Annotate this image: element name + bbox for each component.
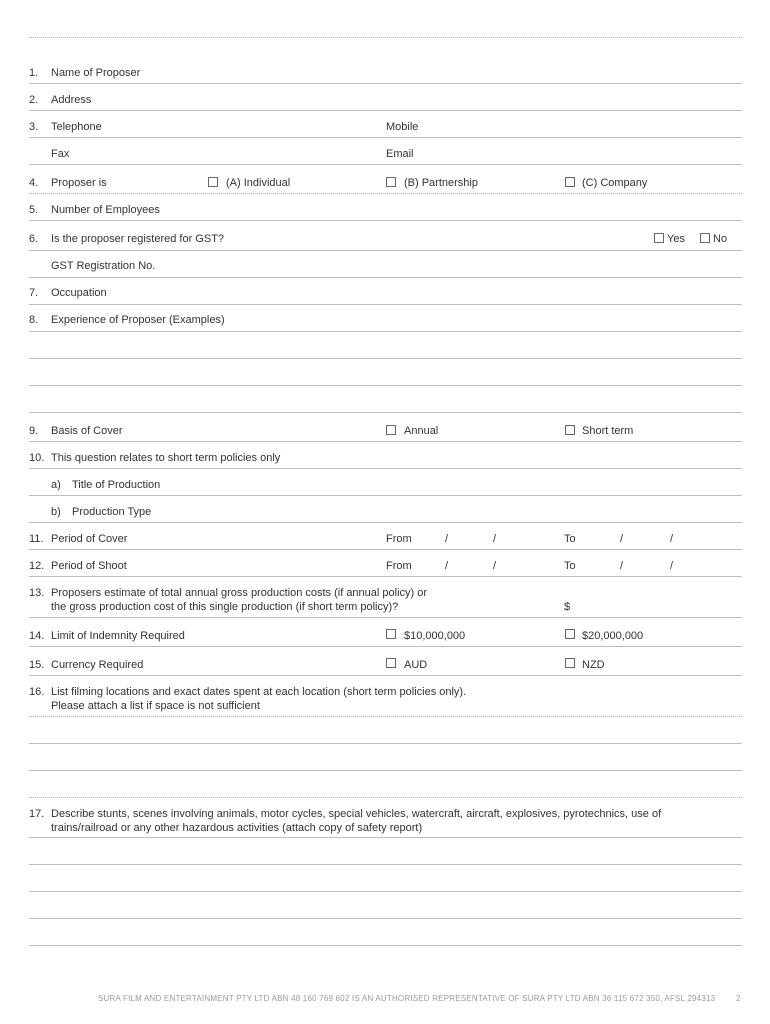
field-line-period-shoot [29, 576, 742, 577]
field-line-locations-2 [29, 743, 742, 744]
nzd-checkbox[interactable] [565, 658, 575, 668]
shoot-from-label: From [386, 560, 412, 572]
q10b-letter: b) [51, 506, 61, 518]
q13-line-1: Proposers estimate of total annual gross production costs (if annual policy) or [51, 587, 428, 599]
footer-disclaimer: SURA FILM AND ENTERTAINMENT PTY LTD ABN 48 160 769 602 IS AN AUTHORISED REPRESENTATIVE OF SURA PTY LTD ABN 36 115 672 350, AFSL 294313 [98, 994, 716, 1003]
annual-label: Annual [404, 425, 439, 437]
q14-label: Limit of Indemnity Required [51, 630, 185, 642]
q16-number: 16. [29, 686, 45, 698]
individual-label: (A) Individual [226, 177, 291, 189]
shoot-to-label: To [564, 560, 576, 572]
field-line-experience-3 [29, 385, 742, 386]
q11-label: Period of Cover [51, 533, 128, 545]
q15-label: Currency Required [51, 659, 144, 671]
field-line-telephone [29, 137, 742, 138]
partnership-checkbox[interactable] [386, 177, 396, 187]
q8-number: 8. [29, 314, 39, 326]
short-term-checkbox[interactable] [565, 425, 575, 435]
shoot-to-slash-2: / [670, 560, 674, 572]
field-line-q10 [29, 468, 742, 469]
gst-yes-checkbox[interactable] [654, 233, 664, 243]
field-line-limit [29, 646, 742, 647]
q10-label: This question relates to short term policies only [51, 452, 281, 464]
q4-label: Proposer is [51, 177, 107, 189]
q1-number: 1. [29, 67, 39, 79]
q10a-letter: a) [51, 479, 61, 491]
dollar-sign: $ [564, 601, 571, 613]
field-line-occupation [29, 304, 742, 305]
page-number: 2 [736, 994, 741, 1003]
q11-number: 11. [29, 533, 44, 545]
field-line-fax [29, 164, 742, 165]
q14-number: 14. [29, 630, 45, 642]
title-of-production-label: Title of Production [72, 479, 161, 491]
field-line-proposer-is [29, 193, 742, 194]
cover-to-label: To [564, 533, 576, 545]
top-divider [29, 37, 742, 38]
field-line-experience-2 [29, 358, 742, 359]
gst-yes-label: Yes [667, 233, 685, 245]
field-line-currency [29, 675, 742, 676]
field-line-name [29, 83, 742, 84]
field-line-stunts-5 [29, 945, 742, 946]
limit-20m-label: $20,000,000 [582, 630, 644, 642]
gst-no-checkbox[interactable] [700, 233, 710, 243]
shoot-to-slash-1: / [620, 560, 624, 572]
q12-label: Period of Shoot [51, 560, 127, 572]
q10-number: 10. [29, 452, 45, 464]
limit-10m-label: $10,000,000 [404, 630, 466, 642]
aud-label: AUD [404, 659, 428, 671]
aud-checkbox[interactable] [386, 658, 396, 668]
field-line-type [29, 522, 742, 523]
annual-checkbox[interactable] [386, 425, 396, 435]
field-line-locations-4 [29, 797, 742, 798]
field-line-stunts [29, 837, 742, 838]
field-line-gst [29, 250, 742, 251]
gst-no-label: No [713, 233, 728, 245]
limit-20m-checkbox[interactable] [565, 629, 575, 639]
cover-to-slash-1: / [620, 533, 624, 545]
field-line-experience-4 [29, 412, 742, 413]
q12-number: 12. [29, 560, 45, 572]
q5-label: Number of Employees [51, 204, 160, 216]
cover-from-slash-2: / [493, 533, 497, 545]
individual-checkbox[interactable] [208, 177, 218, 187]
q6-number: 6. [29, 233, 39, 245]
q2-number: 2. [29, 94, 39, 106]
company-label: (C) Company [582, 177, 648, 189]
partnership-label: (B) Partnership [404, 177, 478, 189]
field-line-experience [29, 331, 742, 332]
field-line-locations [29, 716, 742, 717]
field-line-gst-reg [29, 277, 742, 278]
field-line-stunts-3 [29, 891, 742, 892]
field-line-address [29, 110, 742, 111]
q13-number: 13. [29, 587, 45, 599]
q17-line-2: trains/railroad or any other hazardous activities (attach copy of safety report) [51, 822, 423, 834]
q15-number: 15. [29, 659, 45, 671]
q17-line-1: Describe stunts, scenes involving animals, motor cycles, special vehicles, watercraft, aircraft, explosives, pyrotechnics, use of [51, 808, 662, 820]
shoot-from-slash-2: / [493, 560, 497, 572]
q7-label: Occupation [51, 287, 107, 299]
q5-number: 5. [29, 204, 39, 216]
q16-line-1: List filming locations and exact dates spent at each location (short term policies only). [51, 686, 467, 698]
field-line-locations-3 [29, 770, 742, 771]
cover-to-slash-2: / [670, 533, 674, 545]
q13-line-2: the gross production cost of this single production (if short term policy)? [51, 601, 399, 613]
q1-label: Name of Proposer [51, 67, 141, 79]
field-line-stunts-2 [29, 864, 742, 865]
q16-line-2: Please attach a list if space is not sufficient [51, 700, 260, 712]
shoot-from-slash-1: / [445, 560, 449, 572]
q7-number: 7. [29, 287, 39, 299]
company-checkbox[interactable] [565, 177, 575, 187]
email-label: Email [386, 148, 414, 160]
nzd-label: NZD [582, 659, 605, 671]
limit-10m-checkbox[interactable] [386, 629, 396, 639]
q8-label: Experience of Proposer (Examples) [51, 314, 225, 326]
telephone-label: Telephone [51, 121, 102, 133]
gst-reg-label: GST Registration No. [51, 260, 156, 272]
short-term-label: Short term [582, 425, 634, 437]
q2-label: Address [51, 94, 92, 106]
field-line-title [29, 495, 742, 496]
cover-from-label: From [386, 533, 412, 545]
q9-label: Basis of Cover [51, 425, 123, 437]
q6-label: Is the proposer registered for GST? [51, 233, 225, 245]
production-type-label: Production Type [72, 506, 152, 518]
q9-number: 9. [29, 425, 39, 437]
cover-from-slash-1: / [445, 533, 449, 545]
field-line-stunts-4 [29, 918, 742, 919]
field-line-costs [29, 617, 742, 618]
q4-number: 4. [29, 177, 39, 189]
field-line-employees [29, 220, 742, 221]
mobile-label: Mobile [386, 121, 419, 133]
field-line-period-cover [29, 549, 742, 550]
fax-label: Fax [51, 148, 70, 160]
q17-number: 17. [29, 808, 45, 820]
q3-number: 3. [29, 121, 39, 133]
field-line-basis [29, 441, 742, 442]
